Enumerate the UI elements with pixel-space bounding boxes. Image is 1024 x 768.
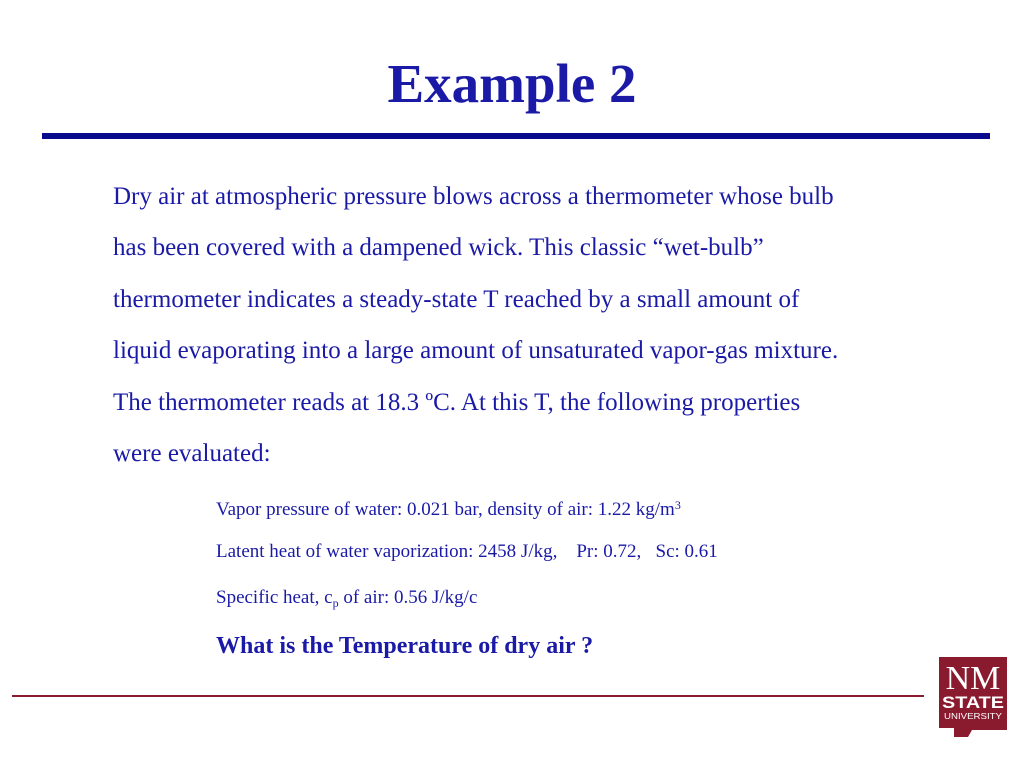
superscript: 3: [674, 498, 681, 512]
property-text: Latent heat of water vaporization: 2458 J/kg, Pr: 0.72, Sc: 0.61: [216, 540, 718, 562]
problem-statement: [113, 171, 963, 479]
logo-text-state: STATE: [942, 693, 1004, 712]
property-text: of air: 0.56 J/kg/c: [338, 587, 478, 608]
property-text: Vapor pressure of water: 0.021 bar, density of air: 1.22 kg/m: [216, 499, 675, 520]
property-latent-heat: [216, 529, 916, 576]
nmsu-logo: [938, 656, 1008, 738]
footer-divider: [12, 695, 924, 697]
problem-line: liquid evaporating into a large amount of unsaturated vapor-gas mixture.: [113, 337, 839, 365]
property-vapor-pressure-density: [216, 482, 916, 529]
question-text: What is the Temperature of dry air ?: [216, 632, 594, 659]
property-specific-heat: [216, 575, 916, 622]
problem-line: The thermometer reads at 18.3 ºC. At this T, the following properties: [113, 388, 801, 416]
given-properties: [216, 482, 916, 664]
property-text: Specific heat, c: [216, 587, 333, 608]
subscript: p: [332, 596, 339, 610]
problem-line: Dry air at atmospheric pressure blows across a thermometer whose bulb: [113, 183, 834, 210]
title-divider: [42, 133, 990, 139]
logo-text-university: UNIVERSITY: [944, 712, 1003, 721]
logo-text-nm: NM: [945, 660, 1001, 697]
problem-line: has been covered with a dampened wick. This classic “wet-bulb”: [113, 234, 764, 262]
slide-title: Example 2: [387, 53, 637, 114]
problem-line: were evaluated:: [113, 440, 271, 468]
problem-line: thermometer indicates a steady-state T reached by a small amount of: [113, 285, 800, 313]
